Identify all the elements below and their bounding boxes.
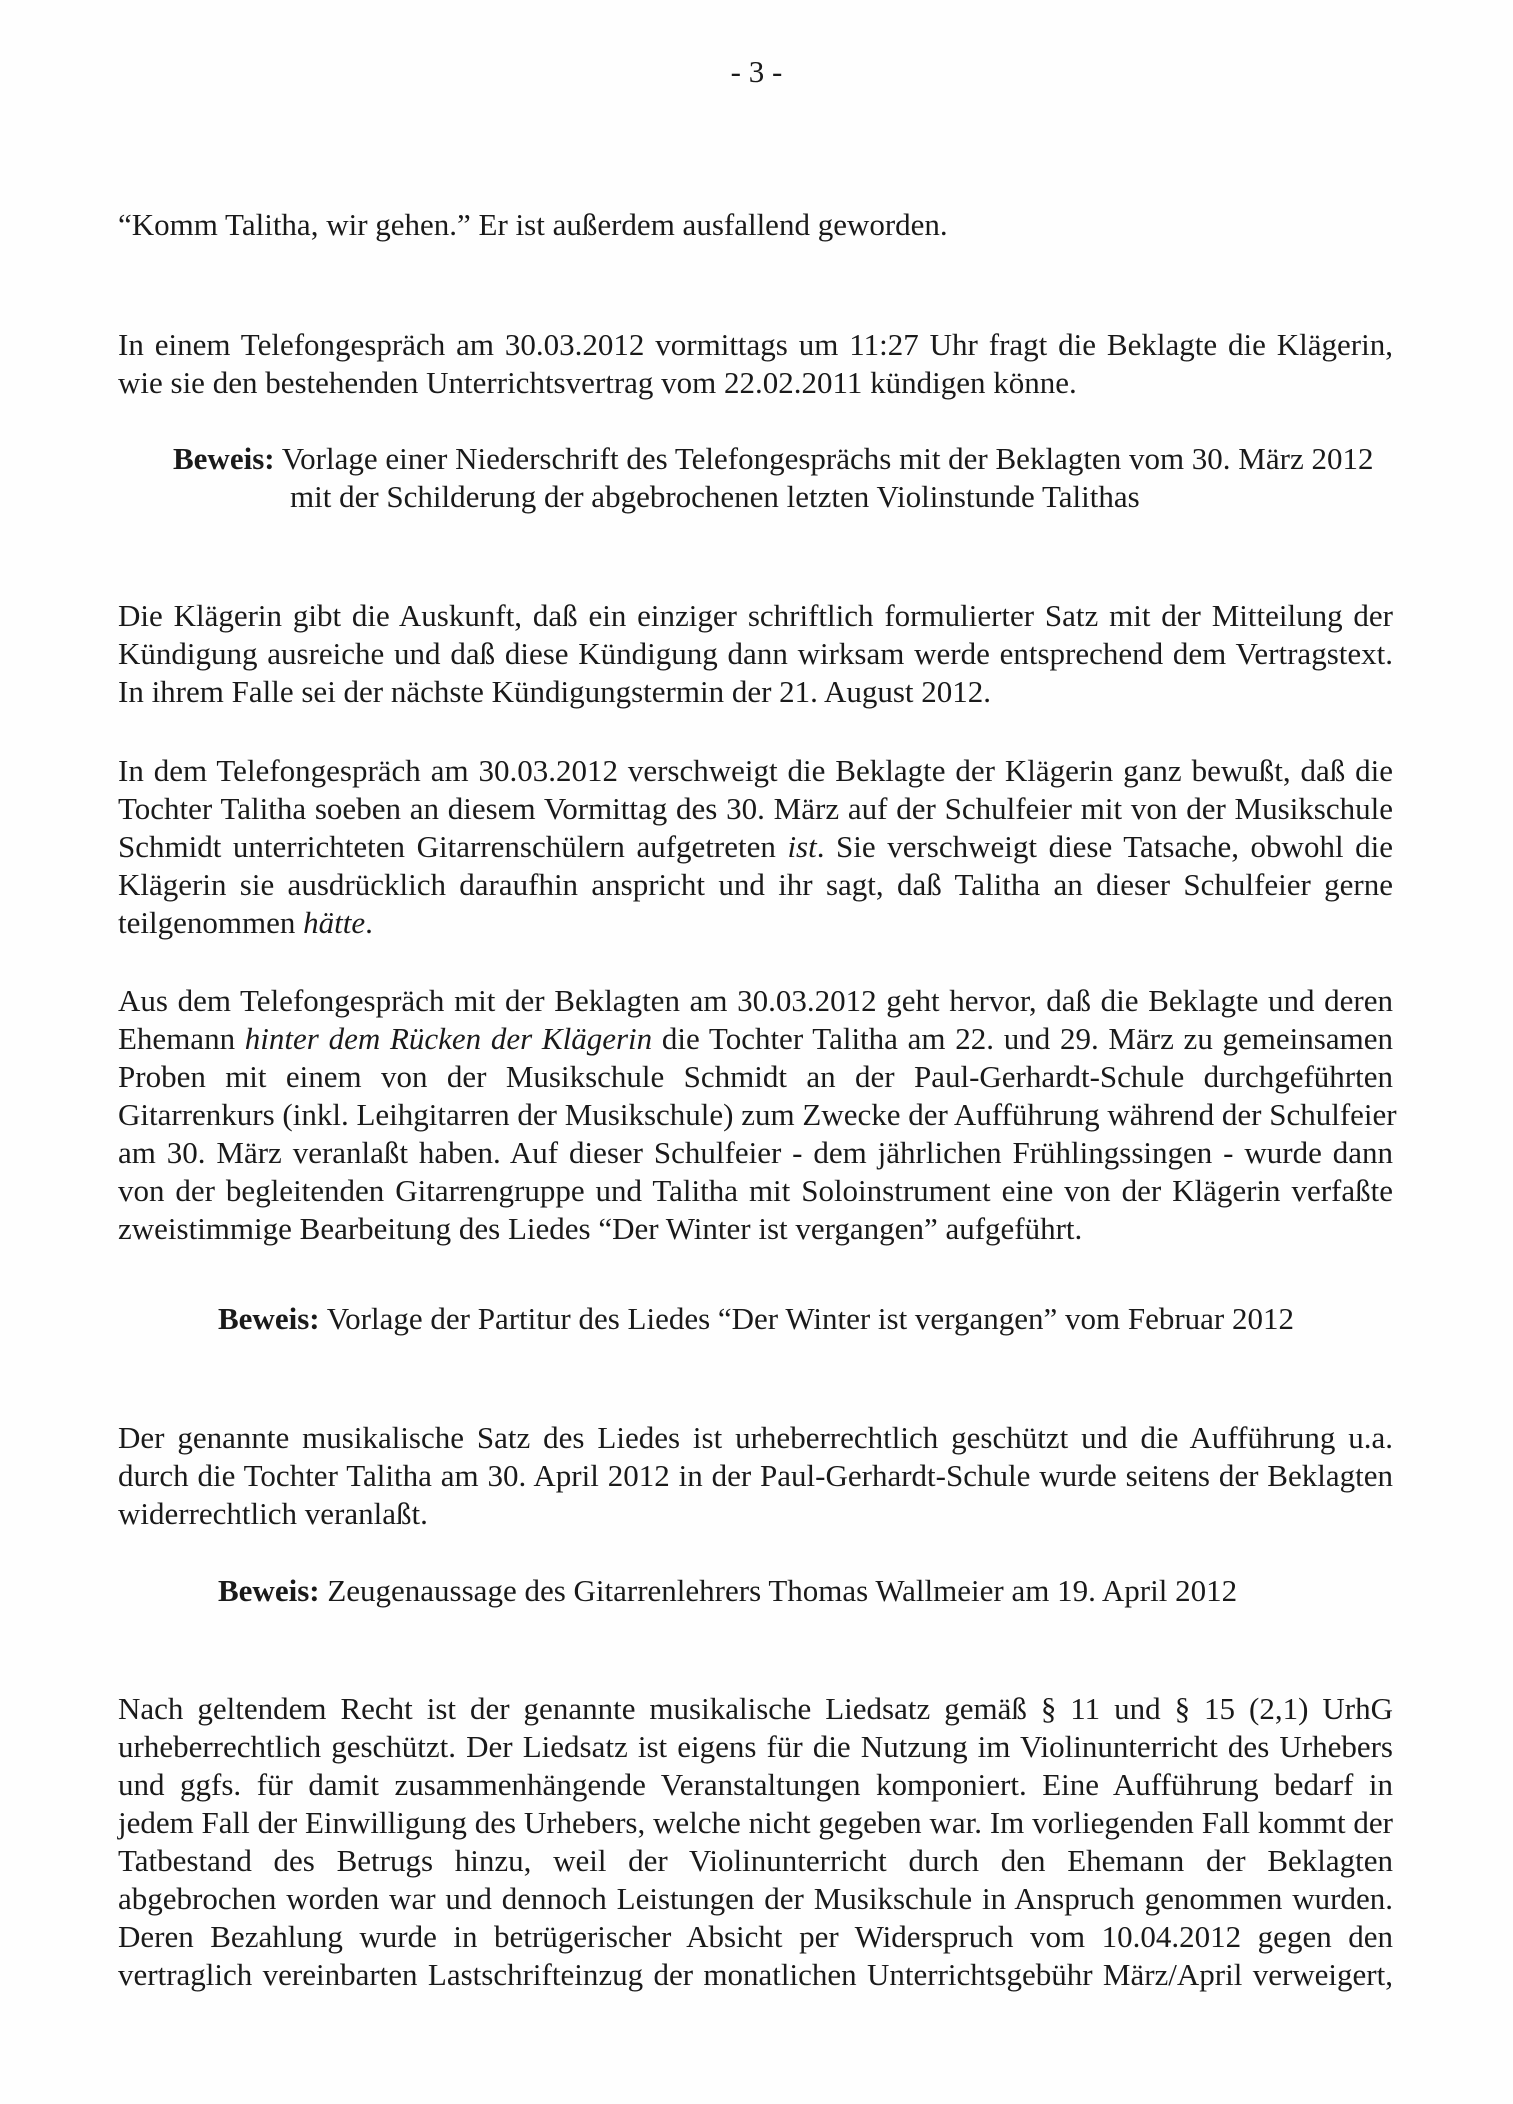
paragraph (118, 326, 1393, 402)
paragraph (118, 982, 1397, 1248)
paragraph (118, 1690, 1393, 1994)
text-line: widerrechtlich veranlaßt. (118, 1496, 428, 1531)
evidence-text-continued: mit der Schilderung der abgebrochenen letzten Violinstunde Talithas (290, 479, 1140, 514)
text-run: . (365, 905, 373, 940)
evidence-text: Vorlage der Partitur des Liedes “Der Winter ist vergangen” vom Februar 2012 (319, 1301, 1295, 1336)
text-line: Gitarrenkurs (inkl. Leihgitarren der Musikschule) zum Zwecke der Aufführung während der Schulfeier (118, 1097, 1397, 1132)
text-line: durch die Tochter Talitha am 30. April 2012 in der Paul-Gerhardt-Schule wurde seitens der Beklagten (118, 1458, 1393, 1493)
text-line: In einem Telefongespräch am 30.03.2012 vormittags um 11:27 Uhr fragt die Beklagte die Klägerin, (118, 327, 1393, 362)
text-line: “Komm Talitha, wir gehen.” Er ist außerdem ausfallend geworden. (118, 207, 948, 242)
text-line: vertraglich vereinbarten Lastschrifteinzug der monatlichen Unterrichtsgebühr März/April verweigert, (118, 1957, 1393, 1992)
text-line (118, 904, 1393, 942)
text-run: . Sie verschweigt diese Tatsache, obwohl die (816, 829, 1393, 864)
text-line: Tochter Talitha soeben an diesem Vormittag des 30. März auf der Schulfeier mit von der Musikschule (118, 791, 1393, 826)
text-line: Aus dem Telefongespräch mit der Beklagten am 30.03.2012 geht hervor, daß die Beklagte und deren (118, 983, 1393, 1018)
evidence-note (173, 440, 1398, 516)
text-run: Ehemann (118, 1021, 245, 1056)
text-line: Tatbestand des Betrugs hinzu, weil der Violinunterricht durch den Ehemann der Beklagten (118, 1843, 1393, 1878)
evidence-note (218, 1572, 1398, 1610)
evidence-label: Beweis: (218, 1301, 320, 1336)
emphasis-text: ist (787, 829, 817, 864)
text-line: Proben mit einem von der Musikschule Schmidt an der Paul-Gerhardt-Schule durchgeführten (118, 1059, 1393, 1094)
text-line: jedem Fall der Einwilligung des Urhebers, welche nicht gegeben war. Im vorliegenden Fall kommt der (118, 1805, 1393, 1840)
evidence-text: Zeugenaussage des Gitarrenlehrers Thomas Wallmeier am 19. April 2012 (319, 1573, 1238, 1608)
text-line: zweistimmige Bearbeitung des Liedes “Der Winter ist vergangen” aufgeführt. (118, 1211, 1083, 1246)
text-line: Deren Bezahlung wurde in betrügerischer Absicht per Widerspruch vom 10.04.2012 gegen den (118, 1919, 1393, 1954)
page-number: - 3 - (730, 54, 783, 89)
text-line: abgebrochen worden war und dennoch Leistungen der Musikschule in Anspruch genommen wurden. (118, 1881, 1393, 1916)
evidence-note (218, 1300, 1398, 1338)
evidence-label: Beweis: (173, 441, 275, 476)
text-line: Kündigung ausreiche und daß diese Kündigung dann wirksam werde entsprechend dem Vertragstext. (118, 636, 1393, 671)
text-line: wie sie den bestehenden Unterrichtsvertrag vom 22.02.2011 kündigen könne. (118, 365, 1077, 400)
text-line: In dem Telefongespräch am 30.03.2012 verschweigt die Beklagte der Klägerin ganz bewußt, daß die (118, 753, 1393, 788)
text-line: In ihrem Falle sei der nächste Kündigungstermin der 21. August 2012. (118, 674, 992, 709)
text-line: von der begleitenden Gitarrengruppe und Talitha mit Soloinstrument eine von der Klägerin verfaßte (118, 1173, 1393, 1208)
text-line: Klägerin sie ausdrücklich daraufhin anspricht und ihr sagt, daß Talitha an dieser Schulfeier gerne (118, 867, 1393, 902)
text-line: Die Klägerin gibt die Auskunft, daß ein einziger schriftlich formulierter Satz mit der Mitteilung der (118, 598, 1393, 633)
text-run: Schmidt unterrichteten Gitarrenschülern aufgetreten (118, 829, 788, 864)
paragraph (118, 597, 1393, 711)
text-line: Der genannte musikalische Satz des Liedes ist urheberrechtlich geschützt und die Aufführung u.a. (118, 1420, 1393, 1455)
text-line (118, 1020, 1393, 1058)
text-line (118, 828, 1393, 866)
text-run: teilgenommen (118, 905, 304, 940)
emphasis-text: hätte (303, 905, 366, 940)
evidence-text: Vorlage einer Niederschrift des Telefongesprächs mit der Beklagten vom 30. März 2012 (274, 441, 1374, 476)
emphasis-text: hinter dem Rücken der Klägerin (244, 1021, 653, 1056)
evidence-label: Beweis: (218, 1573, 320, 1608)
text-line: Nach geltendem Recht ist der genannte musikalische Liedsatz gemäß § 11 und § 15 (2,1) UrhG (118, 1691, 1393, 1726)
paragraph (118, 1419, 1393, 1533)
paragraph (118, 206, 1393, 244)
text-line: urheberrechtlich geschützt. Der Liedsatz ist eigens für die Nutzung im Violinunterricht des Urhebers (118, 1729, 1393, 1764)
text-line: am 30. März veranlaßt haben. Auf dieser Schulfeier - dem jährlichen Frühlingssingen - wurde dann (118, 1135, 1393, 1170)
text-run: die Tochter Talitha am 22. und 29. März zu gemeinsamen (652, 1021, 1393, 1056)
text-line: und ggfs. für damit zusammenhängende Veranstaltungen komponiert. Eine Aufführung bedarf in (118, 1767, 1393, 1802)
paragraph (118, 752, 1393, 942)
